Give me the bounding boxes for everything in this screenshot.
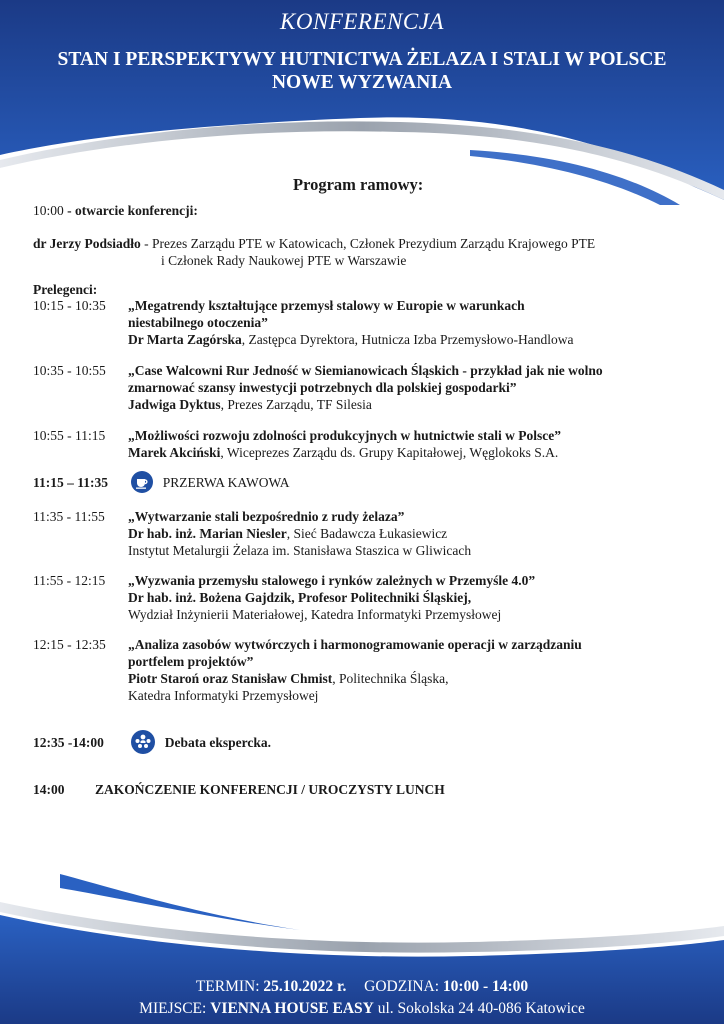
talk-title-line-1: „Wyzwania przemysłu stalowego i rynków zależnych w Przemyśle 4.0” — [128, 573, 536, 588]
talk-time: 11:35 - 11:55 — [33, 509, 105, 524]
talk-speaker: Marek Akciński — [128, 445, 221, 460]
talk-affiliation-line-2: Instytut Metalurgii Żelaza im. Stanisława Staszica w Gliwicach — [128, 543, 472, 558]
talk-title-line-1: „Analiza zasobów wytwórczych i harmonogramowanie operacji w zarządzaniu — [128, 637, 582, 652]
time-label: GODZINA: — [364, 978, 443, 995]
talk-speaker: Dr Marta Zagórska — [128, 332, 242, 347]
talk-speaker: Dr hab. inż. Marian Niesler — [128, 526, 287, 541]
talk-affiliation: , Wiceprezes Zarządu ds. Grupy Kapitałowej, Węglokoks S.A. — [220, 445, 559, 460]
header-title-line-2: NOWE WYZWANIA — [271, 72, 453, 93]
talk-title-line-1: „Case Walcowni Rur Jedność w Siemianowicach Śląskich - przykład jak nie wolno — [128, 363, 603, 378]
debate-label: Debata ekspercka. — [164, 734, 271, 750]
place-name: VIENNA HOUSE EASY — [210, 1000, 374, 1017]
talk-title-line-2: zmarnować szansy inwestycji potrzebnych dla polskiej gospodarki” — [128, 380, 517, 395]
talk-time: 10:15 - 10:35 — [33, 298, 106, 313]
header-title-line-1: STAN I PERSPEKTYWY HUTNICTWA ŻELAZA I STALI W POLSCE — [57, 49, 667, 70]
opening-label: - otwarcie konferencji: — [63, 203, 198, 218]
footer-date-line — [0, 978, 724, 996]
header-kicker: KONFERENCJA — [280, 9, 444, 34]
program-heading: Program ramowy: — [293, 175, 424, 194]
talk-title-line-2: niestabilnego otoczenia” — [128, 315, 268, 330]
coffee-cup-icon — [131, 471, 153, 493]
date-label: TERMIN: — [195, 978, 264, 995]
place-address: ul. Sokolska 24 40-086 Katowice — [373, 1000, 585, 1017]
opener-block — [33, 235, 703, 269]
talk-speaker: Jadwiga Dyktus — [128, 397, 221, 412]
talk-affiliation: , Politechnika Śląska, — [332, 671, 449, 686]
footer-banner — [0, 860, 724, 1024]
talk-title-line-2: portfelem projektów” — [128, 654, 254, 669]
talk-affiliation: , Zastępca Dyrektora, Hutnicza Izba Przemysłowo-Handlowa — [241, 332, 574, 347]
talk-time: 10:55 - 11:15 — [33, 428, 106, 443]
debate-row — [33, 730, 703, 754]
place-label: MIEJSCE: — [139, 1000, 211, 1017]
break-label: PRZERWA KAWOWA — [162, 474, 290, 490]
talk-affiliation: , Prezes Zarządu, TF Silesia — [220, 397, 372, 412]
opening-line — [33, 202, 198, 219]
closing-time: 14:00 — [33, 782, 65, 797]
time-value: 10:00 - 14:00 — [442, 978, 529, 995]
header-title — [0, 48, 724, 94]
date-value: 25.10.2022 r. — [263, 978, 347, 995]
talk-title-line-1: „Wytwarzanie stali bezpośrednio z rudy żelaza” — [128, 509, 405, 524]
talk-time: 12:15 - 12:35 — [33, 637, 106, 652]
talk-affiliation: , Sieć Badawcza Łukasiewicz — [286, 526, 448, 541]
opening-time: 10:00 — [33, 203, 64, 218]
footer-place-line — [0, 1000, 724, 1018]
debate-time: 12:35 -14:00 — [33, 734, 104, 750]
people-group-icon — [131, 730, 155, 754]
talk-title-line-1: „Megatrendy kształtujące przemysł stalowy w Europie w warunkach — [128, 298, 525, 313]
talk-speaker: Piotr Staroń oraz Stanisław Chmist — [128, 671, 333, 686]
talk-time: 10:35 - 10:55 — [33, 363, 106, 378]
opener-role-line-2: i Członek Rady Naukowej PTE w Warszawie — [161, 253, 407, 268]
talk-time: 11:55 - 12:15 — [33, 573, 106, 588]
break-time: 11:15 – 11:35 — [33, 474, 109, 490]
closing-row — [33, 781, 703, 798]
opener-role-line-1: - Prezes Zarządu PTE w Katowicach, Członek Prezydium Zarządu Krajowego PTE — [140, 236, 596, 251]
talk-affiliation-line-2: Katedra Informatyki Przemysłowej — [128, 688, 319, 703]
talk-affiliation-line-2: Wydział Inżynierii Materiałowej, Katedra Informatyki Przemysłowej — [128, 607, 502, 622]
coffee-break-row — [33, 471, 703, 493]
opener-name: dr Jerzy Podsiadło — [33, 236, 141, 251]
closing-label: ZAKOŃCZENIE KONFERENCJI / UROCZYSTY LUNCH — [95, 782, 445, 797]
talk-title-line-1: „Możliwości rozwoju zdolności produkcyjnych w hutnictwie stali w Polsce” — [128, 428, 561, 443]
talk-speaker: Dr hab. inż. Bożena Gajdzik, Profesor Politechniki Śląskiej, — [128, 590, 472, 605]
speakers-heading: Prelegenci: — [33, 282, 98, 297]
